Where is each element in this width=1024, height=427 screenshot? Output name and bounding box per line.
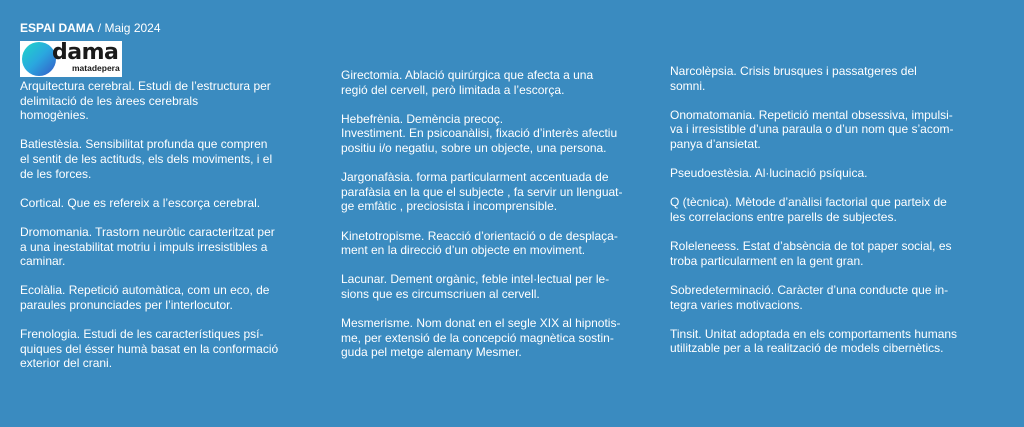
glossary-entry: Narcolèpsia. Crisis brusques i passatgeres del somni. (670, 64, 917, 93)
glossary-entry: Cortical. Que es refereix a l’escorça cerebral. (20, 195, 261, 210)
glossary-column-1 (20, 79, 290, 385)
glossary-entry: Girectomia. Ablació quirúrgica que afecta a una regió del cervell, però limitada a l’escorça. (341, 68, 594, 97)
glossary-entry: Jargonafàsia. forma particularment accentuada de parafàsia en la que el subjecte , fa servir un llenguat- ge emfàtic , preciosista i incomprensible. (341, 170, 623, 214)
brand-name: ESPAI DAMA (20, 21, 95, 35)
glossary-entry: Tinsit. Unitat adoptada en els comportaments humans utilitzable per a la realització de models cibernètics. (670, 326, 958, 356)
glossary-entry: Batiestèsia. Sensibilitat profunda que compren el sentit de les actituds, els dels moviments, i el de les forces. (20, 137, 273, 181)
glossary-column-2 (341, 68, 635, 374)
glossary-entry: Onomatomania. Repetició mental obsessiva, impulsi- va i irresistible d’una paraula o d’un nom que s’acom- panya d’ansietat. (670, 107, 954, 151)
header-separator: / (94, 21, 105, 35)
glossary-entry: Sobredeterminació. Caràcter d’una conducte que in- tegra varies motivacions. (670, 282, 949, 312)
glossary-entry: Q (tècnica). Mètode d’anàlisi factorial que parteix de les correlacions entre parells de subjectes. (670, 195, 947, 224)
glossary-entry: Pseudoestèsia. Al·lucinació psíquica. (670, 166, 868, 181)
issue-date: Maig 2024 (104, 21, 161, 35)
glossary-entry: Ecolàlia. Repetició automàtica, com un eco, de paraules pronunciades per l’interlocutor. (20, 283, 270, 312)
glossary-entry: Hebefrènia. Demència precoç. Investiment. En psicoanàlisi, fixació d’interès afectiu positiu i/o negatiu, sobre un objecte, una persona. (341, 111, 618, 155)
page-header (20, 21, 161, 35)
glossary-entry: Frenologia. Estudi de les característiques psí- quiques del ésser humà basat en la conformació exterior del crani. (20, 327, 279, 371)
logo-circle-icon (22, 42, 56, 76)
glossary-column-3 (670, 64, 971, 370)
glossary-entry: Arquitectura cerebral. Estudi de l’estructura per delimitació de les àrees cerebrals homogènies. (20, 79, 271, 123)
glossary-entry: Kinetotropisme. Reacció d’orientació o de desplaça- ment en la direcció d’un objecte en moviment. (341, 228, 618, 258)
logo-subtitle: matadepera (72, 63, 120, 73)
glossary-entry: Mesmerisme. Nom donat en el segle XIX al hipnotis- me, per extensió de la concepció magnètica sostin- guda pel metge alemany Mesmer. (341, 316, 621, 360)
glossary-entry: Roleleneess. Estat d’absència de tot paper social, es troba particularment en la gent gran. (670, 239, 952, 268)
logo-word: dama (52, 41, 119, 65)
glossary-entry: Dromomania. Trastorn neuròtic caracteritzat per a una inestabilitat motriu i impuls irresistibles a caminar. (20, 224, 275, 269)
glossary-entry: Lacunar. Dement orgànic, feble intel·lectual per le- sions que es circumscriuen al cervell. (341, 272, 610, 301)
dama-logo (20, 41, 122, 77)
